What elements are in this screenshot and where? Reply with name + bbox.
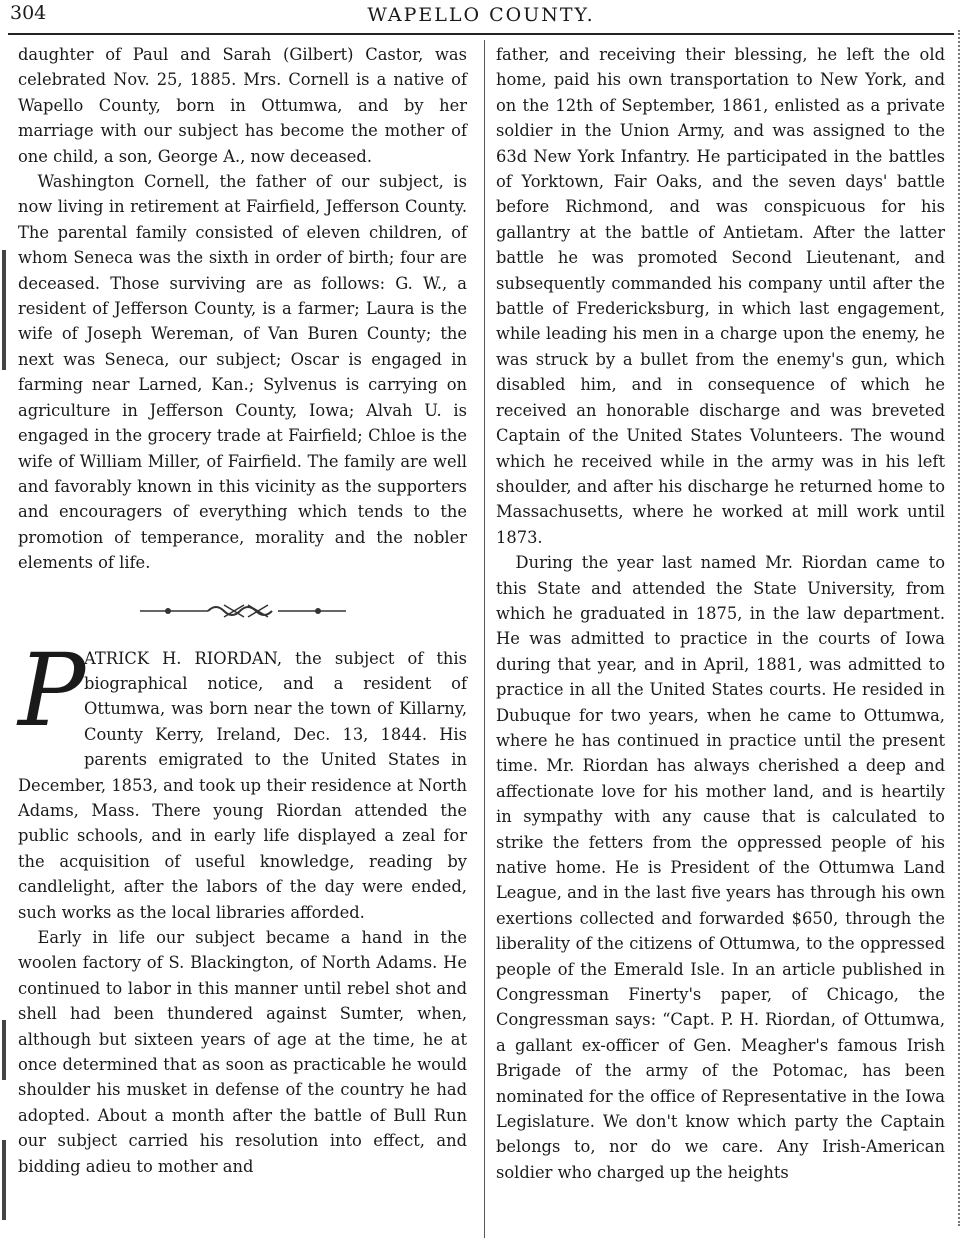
running-title: WAPELLO COUNTY.	[367, 4, 595, 26]
margin-mark	[2, 250, 6, 370]
page-number: 304	[10, 2, 47, 24]
margin-mark	[2, 1140, 6, 1220]
header-rule	[8, 33, 954, 35]
page-edge	[958, 30, 960, 1226]
left-column	[18, 42, 467, 1179]
ornament-icon	[138, 601, 348, 621]
paragraph: Early in life our subject became a hand in the woolen factory of S. Blackington, of North Adams. He continued to labor in this manner until rebel shot and shell had been thundered against Sumter, when, although but sixteen years of age at the time, he at once determined that as soon as practicable he would shoulder his musket in defense of the country he had adopted. About a month after the battle of Bull Run our subject carried his resolution into effect, and bidding adieu to mother and	[18, 928, 467, 1176]
ornament-divider	[18, 576, 467, 646]
paragraph: father, and receiving their blessing, he left the old home, paid his own transportation to New York, and on the 12th of September, 1861, enlisted as a private soldier in the Union Army, and was assigned to the 63d New York Infantry. He participated in the battles of Yorktown, Fair Oaks, and the seven days' battle before Richmond, and was conspicuous for his gallantry at the battle of Antietam. After the latter battle he was promoted Second Lieutenant, and subsequently commanded his company until after the battle of Fredericksburg, in which last engagement, while leading his men in a charge upon the enemy, he was struck by a bullet from the enemy's gun, which disabled him, and in consequence of which he received an honorable discharge and was breveted Captain of the United States Volunteers. The wound which he received while in the army was in his left shoulder, and after his discharge he returned home to Massachusetts, where he worked at mill work until 1873.	[496, 45, 945, 547]
paragraph: During the year last named Mr. Riordan came to this State and attended the State University, from which he graduated in 1875, in the law department. He was admitted to practice in the courts of Iowa during that year, and in April, 1881, was admitted to practice in all the United States courts. He resided in Dubuque for two years, when he came to Ottumwa, where he has continued in practice until the present time. Mr. Riordan has always cherished a deep and affectionate love for his mother land, and is heartily in sympathy with any cause that is calculated to strike the fetters from the oppressed people of his native home. He is President of the Ottumwa Land League, and in the last five years has through his own exertions collected and forwarded $650, through the liberality of the citizens of Ottumwa, to the oppressed people of the Emerald Isle. In an article published in Congressman Finerty's paper, of Chicago, the Congressman says: “Capt. P. H. Riordan, of Ottumwa, a gallant ex-officer of Gen. Meagher's famous Irish Brigade of the army of the Potomac, has been nominated for the office of Representative in the Iowa Legislature. We don't know which party the Captain belongs to, nor do we care. Any Irish-American soldier who charged up the heights	[496, 553, 945, 1182]
paragraph: Washington Cornell, the father of our subject, is now living in retirement at Fairfield, Jefferson County. The parental family consisted of eleven children, of whom Seneca was the sixth in order of birth; four are deceased. Those surviving are as follows: G. W., a resident of Jefferson County, is a farmer; Laura is the wife of Joseph Wereman, of Van Buren County; the next was Seneca, our subject; Oscar is engaged in farming near Larned, Kan.; Sylvenus is carrying on agriculture in Jefferson County, Iowa; Alvah U. is engaged in the grocery trade at Fairfield; Chloe is the wife of William Miller, of Fairfield. The family are well and favorably known in this vicinity as the supporters and encouragers of everything which tends to the promotion of temperance, morality and the nobler elements of life.	[18, 172, 467, 573]
column-divider	[484, 40, 485, 1238]
paragraph: ATRICK H. RIORDAN, the subject of this biographical notice, and a resident of Ottumwa, was born near the town of Killarny, County Kerry, Ireland, Dec. 13, 1844. His parents emigrated to the United States in December, 1853, and took up their residence at North Adams, Mass. There young Riordan attended the public schools, and in early life displayed a zeal for the acquisition of useful knowledge, reading by candlelight, after the labors of the day were ended, such works as the local libraries afforded.	[18, 648, 467, 922]
drop-cap: P	[18, 631, 86, 749]
right-column	[496, 42, 945, 1185]
margin-mark	[2, 1020, 6, 1080]
paragraph: daughter of Paul and Sarah (Gilbert) Castor, was celebrated Nov. 25, 1885. Mrs. Cornell is a native of Wapello County, born in Ottumwa, and by her marriage with our subject has become the mother of one child, a son, George A., now deceased.	[18, 45, 467, 166]
